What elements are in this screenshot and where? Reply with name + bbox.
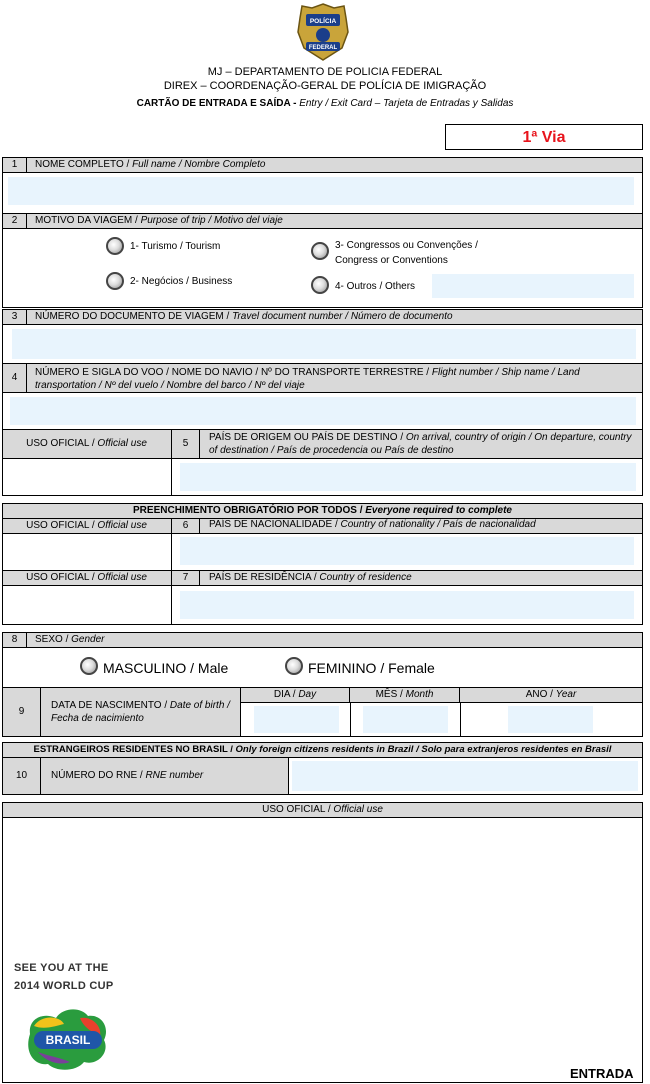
travel-document-field[interactable] <box>12 329 636 359</box>
brasil-logo-icon <box>20 1004 112 1074</box>
others-label: 4- Outros / Others <box>335 281 416 292</box>
section-2-header <box>2 213 643 229</box>
congress-radio[interactable] <box>311 242 329 260</box>
section-number: 10 <box>3 758 41 794</box>
header-line-1: MJ – DEPARTAMENTO DE POLICIA FEDERAL <box>207 66 443 78</box>
section-label: SEXO / Gender <box>35 634 105 645</box>
section-number: 5 <box>172 429 200 459</box>
official-use-label: USO OFICIAL / Official use <box>2 570 172 586</box>
foreign-residents-header: ESTRANGEIROS RESIDENTES NO BRASIL / Only foreign citizens residents in Brazil / Solo para extranjeros residentes en Brasil <box>2 742 643 758</box>
congress-label-2: Congress or Conventions <box>335 255 448 266</box>
section-number: 3 <box>3 310 27 324</box>
flight-number-field[interactable] <box>10 397 636 425</box>
card-title-bold: CARTÃO DE ENTRADA E SAÍDA - <box>136 98 297 109</box>
official-use-box <box>2 458 172 496</box>
card-title-italic: Entry / Exit Card – Tarjeta de Entradas y Salidas <box>296 98 514 109</box>
birth-year-field[interactable] <box>508 706 593 733</box>
section-label: NÚMERO E SIGLA DO VOO / NOME DO NAVIO / Nº DO TRANSPORTE TERRESTRE / Flight number / Ship name / Land transportation / Nº del vuelo / Nombre del barco / Nº del viaje <box>35 367 580 391</box>
divider <box>460 703 461 736</box>
tourism-radio[interactable] <box>106 237 124 255</box>
section-number: 1 <box>3 158 27 172</box>
section-number: 8 <box>3 633 27 647</box>
others-field[interactable] <box>432 274 634 298</box>
mandatory-header: PREENCHIMENTO OBRIGATÓRIO POR TODOS / Everyone required to complete <box>2 503 643 519</box>
business-label: 2- Negócios / Business <box>130 276 233 287</box>
birth-day-field[interactable] <box>254 706 339 733</box>
month-header: MÊS / Month <box>350 688 460 703</box>
section-label: PAÍS DE RESIDÊNCIA / Country of residence <box>209 572 412 583</box>
section-label: NÚMERO DO RNE / RNE number <box>41 758 289 794</box>
section-4-header <box>2 363 643 393</box>
others-radio[interactable] <box>311 276 329 294</box>
badge-text-top: POLÍCIA <box>309 18 337 25</box>
tourism-label: 1- Turismo / Tourism <box>130 241 221 252</box>
official-use-box <box>2 533 172 571</box>
business-radio[interactable] <box>106 272 124 290</box>
section-label: NÚMERO DO DOCUMENTO DE VIAGEM / Travel document number / Número de documento <box>35 311 453 322</box>
official-use-header: USO OFICIAL / Official use <box>2 802 643 818</box>
male-radio[interactable] <box>80 657 98 675</box>
section-label: MOTIVO DA VIAGEM / Purpose of trip / Motivo del viaje <box>35 215 283 226</box>
card-title <box>0 98 650 109</box>
year-header: ANO / Year <box>460 688 642 703</box>
section-number: 2 <box>3 214 27 228</box>
world-cup-text-1: SEE YOU AT THE <box>14 962 109 974</box>
section-number: 4 <box>3 364 27 392</box>
brasil-logo-text: BRASIL <box>45 1033 91 1047</box>
congress-label-1: 3- Congressos ou Convenções / <box>335 240 478 251</box>
residence-field[interactable] <box>180 591 634 619</box>
section-8-header <box>2 632 643 648</box>
section-1-header <box>2 157 643 173</box>
day-header: DIA / Day <box>241 688 350 703</box>
section-number: 9 <box>3 688 41 736</box>
world-cup-text-2: 2014 WORLD CUP <box>14 980 114 992</box>
entrada-label: ENTRADA <box>570 1066 634 1081</box>
section-label: DATA DE NASCIMENTO / Date of birth / Fecha de nacimiento <box>51 700 230 724</box>
section-label: PAÍS DE ORIGEM OU PAÍS DE DESTINO / On arrival, country of origin / On departure, country of destination / País de procedencia ou País de destino <box>209 432 632 456</box>
rne-number-field[interactable] <box>292 761 638 791</box>
section-label: PAÍS DE NACIONALIDADE / Country of nationality / País de nacionalidad <box>209 519 536 530</box>
birth-date-label-cell <box>41 688 241 736</box>
full-name-field[interactable] <box>8 177 634 205</box>
divider <box>350 703 351 736</box>
birth-month-field[interactable] <box>363 706 448 733</box>
female-radio[interactable] <box>285 657 303 675</box>
official-use-label: USO OFICIAL / Official use <box>2 429 172 459</box>
via-badge: 1ª Via <box>445 124 643 150</box>
federal-police-badge-icon <box>296 2 350 62</box>
section-number: 7 <box>172 570 200 586</box>
female-label: FEMININO / Female <box>308 660 435 676</box>
section-number: 6 <box>172 518 200 534</box>
nationality-field[interactable] <box>180 537 634 565</box>
section-label: NOME COMPLETO / Full name / Nombre Completo <box>35 159 266 170</box>
official-use-label: USO OFICIAL / Official use <box>2 518 172 534</box>
official-use-box <box>2 585 172 625</box>
country-origin-field[interactable] <box>180 463 636 491</box>
header-line-2: DIREX – COORDENAÇÃO-GERAL DE POLÍCIA DE IMIGRAÇÃO <box>163 80 487 92</box>
section-3-header <box>2 309 643 325</box>
male-label: MASCULINO / Male <box>103 660 229 676</box>
badge-text-bottom: FEDERAL <box>308 45 338 51</box>
